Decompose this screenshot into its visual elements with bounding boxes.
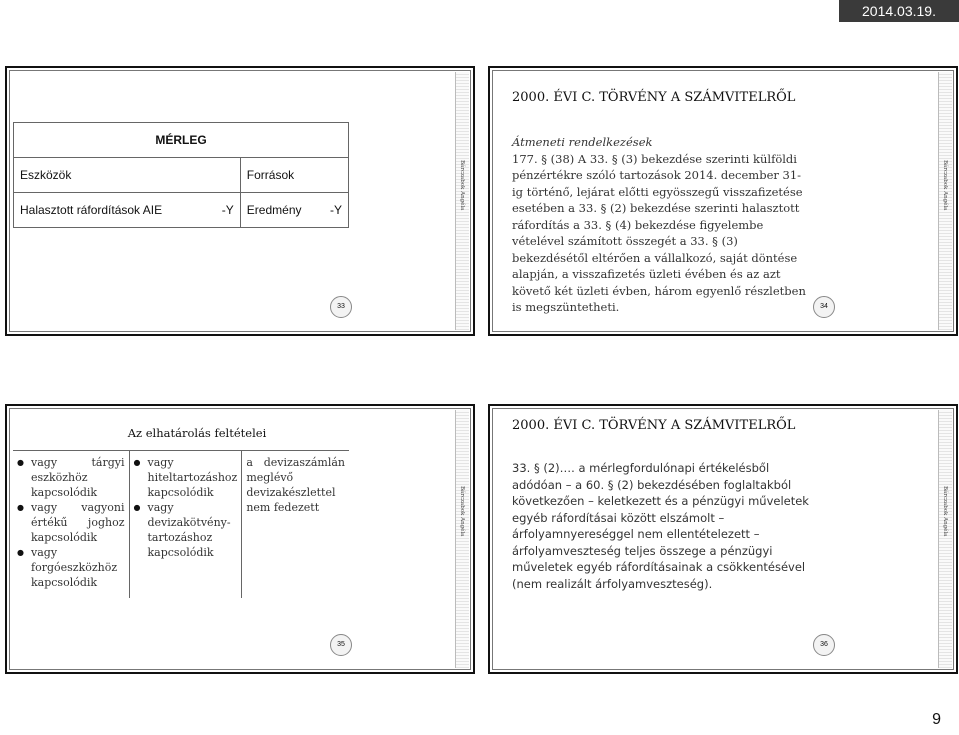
slide-number: 33	[330, 296, 352, 318]
slide-36	[488, 404, 958, 674]
paragraph: 177. § (38) A 33. § (3) bekezdése szerinti külföldi pénzértékre szóló tartozások 2014. december 31-ig történő, lejárat előtti egyösszegű visszafizetése esetében a 33. § (2) bekezdése szerinti halasztott ráfordítás a 33. § (4) bekezdése figyelembe vételével számított összegét a 33. § (3) bekezdésétől eltérően a vállalkozó, saját döntése alapján, a visszafizetés üzleti évében és az azt követő két üzleti évben, három egyenlő részletben is megszüntetheti.	[512, 151, 806, 314]
condition-item: ● vagy hiteltartozáshoz kapcsolódik	[134, 455, 238, 500]
liabilities-cell: Források	[240, 158, 348, 193]
slide-sidebar	[455, 410, 469, 668]
page-number: 9	[932, 711, 941, 728]
condition-column-liabilities	[129, 451, 242, 599]
slide-heading: 2000. ÉVI C. TÖRVÉNY A SZÁMVITELRŐL	[512, 418, 796, 433]
slide-34	[488, 66, 958, 336]
author-label: Bárczabok Angéla	[459, 486, 465, 537]
slide-number: 34	[813, 296, 835, 318]
slide-heading: 2000. ÉVI C. TÖRVÉNY A SZÁMVITELRŐL	[512, 90, 796, 105]
condition-item: ● vagy devizakötvény-tartozáshoz kapcsolódik	[134, 500, 238, 560]
condition-item: ● vagy tárgyi eszközhöz kapcsolódik	[17, 455, 125, 500]
slide-number: 35	[330, 634, 352, 656]
header-date: 2014.03.19.	[839, 0, 959, 22]
result-cell: Eredmény -Y	[240, 193, 348, 228]
balance-sheet-table	[13, 122, 349, 228]
slide-body: 33. § (2)…. a mérlegfordulónapi értékelésből adódóan – a 60. § (2) bekezdésében foglaltakból következően – keletkezett és a pénzügyi műveletek egyéb ráfordításai között elszámolt – árfolyamnyereséggel nem ellentételezett – árfolyamveszteség teljes összege a pénzügyi műveletek egyéb ráfordításainak a csökkentésével (nem realizált árfolyamveszteség).	[512, 461, 809, 591]
slide-body	[512, 134, 812, 316]
assets-cell: Eszközök	[14, 158, 241, 193]
condition-item: ● vagy vagyoni értékű joghoz kapcsolódik	[17, 500, 125, 545]
slide-33	[5, 66, 475, 336]
section-subheading: Átmeneti rendelkezések	[512, 135, 653, 149]
condition-column-currency: a devizaszámlán meglévő devizakészlettel nem fedezett	[242, 451, 349, 599]
condition-item: ● vagy forgóeszközhöz kapcsolódik	[17, 545, 125, 590]
slide-sidebar	[938, 410, 952, 668]
author-label: Bárczabok Angéla	[942, 486, 948, 537]
author-label: Bárczabok Angéla	[459, 160, 465, 211]
condition-column-assets	[13, 451, 129, 599]
slide-number: 36	[813, 634, 835, 656]
conditions-table	[13, 450, 349, 598]
slide-35	[5, 404, 475, 674]
balance-sheet-title: MÉRLEG	[14, 123, 349, 158]
author-label: Bárczabok Angéla	[942, 160, 948, 211]
conditions-title: Az elhatárolás feltételei	[127, 426, 267, 440]
deferred-expenses-cell: Halasztott ráfordítások AIE -Y	[14, 193, 241, 228]
